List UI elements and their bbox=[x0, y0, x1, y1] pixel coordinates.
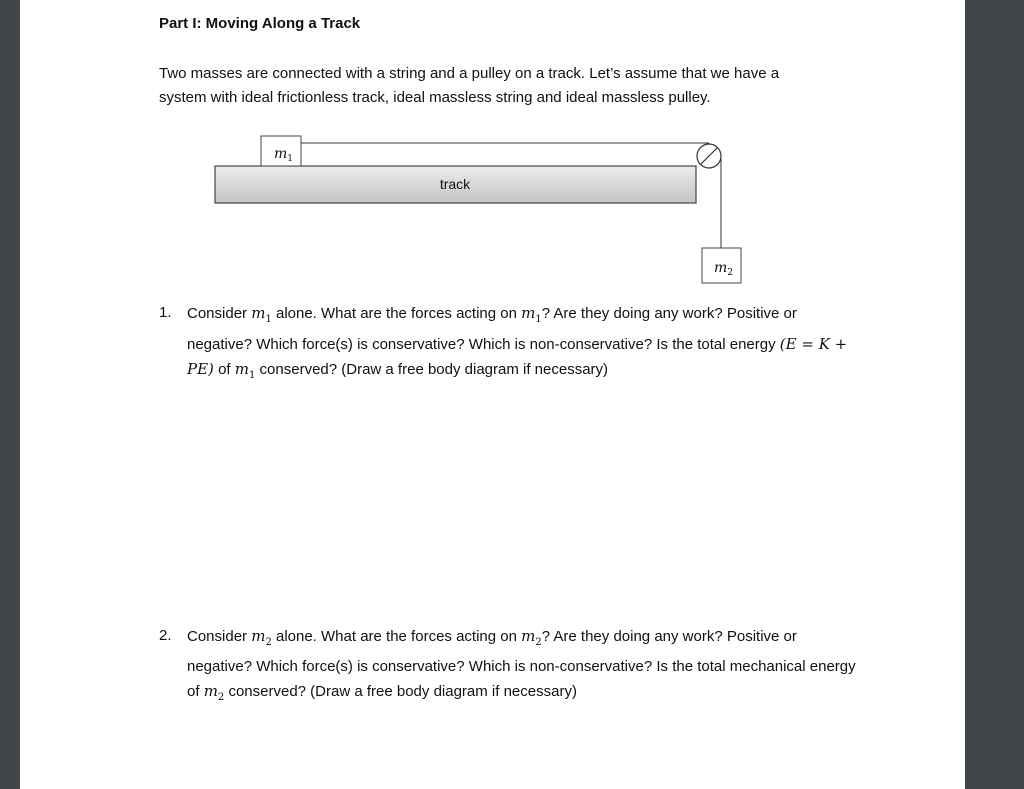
mass-1-label: $m_1$ bbox=[274, 146, 294, 164]
intro-paragraph: Two masses are connected with a string and a pulley on a track. Let’s assume that we have a system with ideal frictionless track, ideal massless string and ideal massless pulley. bbox=[159, 65, 780, 106]
question-2 bbox=[159, 624, 859, 710]
question-text: Consider $m_2$ alone. What are the forces acting on $m_2$? Are they doing any work? Positive or negative? Which force(s) is conservative? Which is non-conservative? Is the total mechanical energy of $m_2$ conserved? (Draw a free body diagram if necessary) bbox=[187, 627, 856, 703]
math-var: $m_1$ bbox=[251, 304, 272, 325]
math-var: $m_1$ bbox=[521, 304, 542, 325]
document-page bbox=[20, 0, 965, 789]
question-number: 2. bbox=[159, 627, 172, 644]
track-label: track bbox=[439, 176, 471, 192]
energy-equation: (E = K + PE) bbox=[187, 335, 848, 378]
math-var: $m_2$ bbox=[521, 627, 542, 648]
math-var: $m_1$ bbox=[234, 360, 256, 381]
math-var: $m_2$ bbox=[203, 682, 225, 703]
math-var: $m_2$ bbox=[251, 627, 272, 648]
mass-2-label: $m_2$ bbox=[714, 260, 734, 278]
question-text: Consider $m_1$ alone. What are the forces acting on $m_1$? Are they doing any work? Positive or negative? Which force(s) is conservative? Which is non-conservative? Is the total energy (E = K + PE) of $m_1$ conserved? (Draw a free body diagram if necessary) bbox=[187, 304, 848, 381]
question-1 bbox=[159, 301, 859, 388]
question-number: 1. bbox=[159, 304, 172, 321]
part-title: Part I: Moving Along a Track bbox=[159, 15, 361, 32]
pulley-diagram bbox=[20, 0, 965, 300]
